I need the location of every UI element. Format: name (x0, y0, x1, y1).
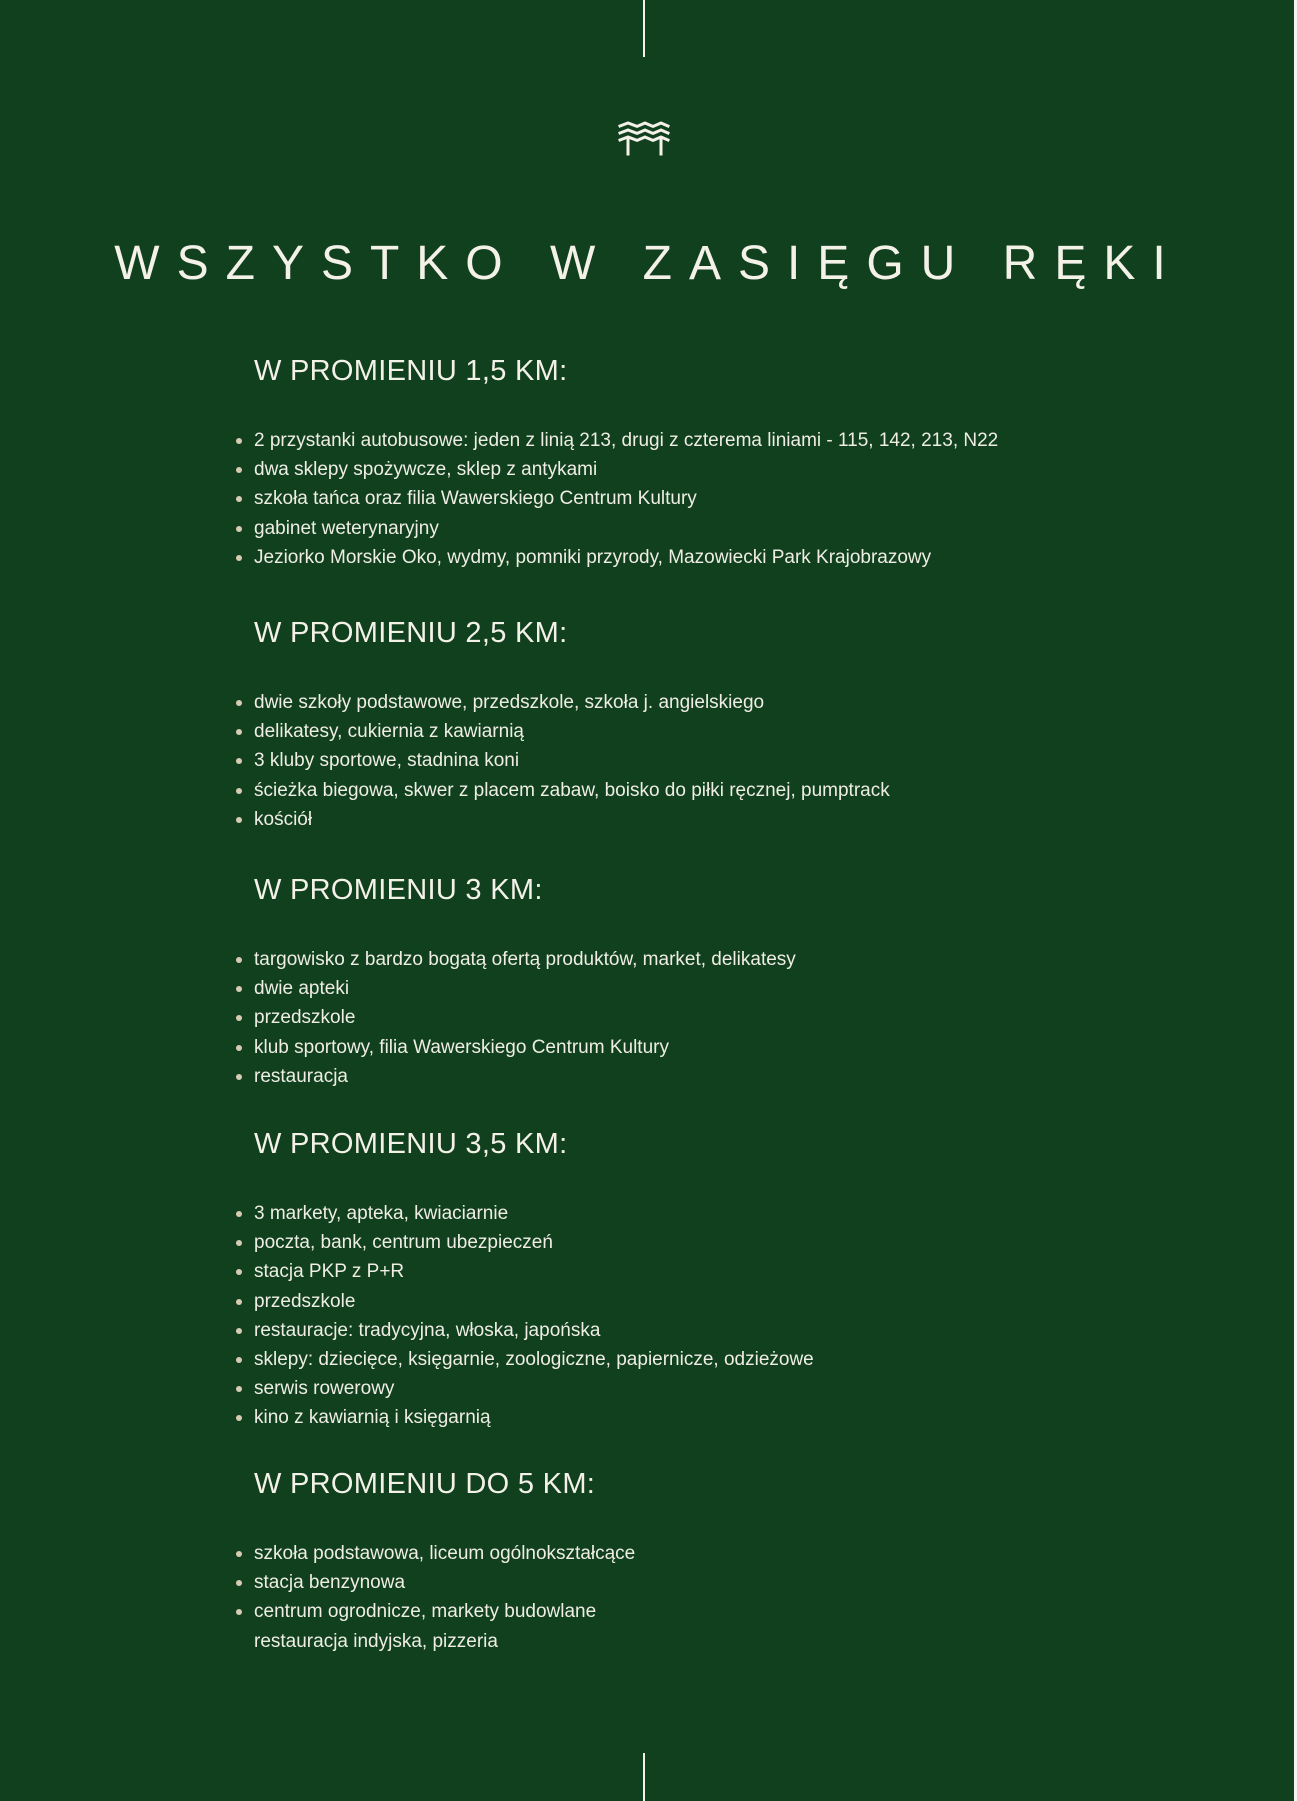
list-item: klub sportowy, filia Wawerskiego Centrum Kultury (232, 1033, 1132, 1062)
list-item: sklepy: dziecięce, księgarnie, zoologiczne, papiernicze, odzieżowe (232, 1345, 1132, 1374)
bullet-icon (236, 1580, 242, 1586)
section-heading: W PROMIENIU 1,5 KM: (254, 355, 568, 387)
bullet-icon (236, 1386, 242, 1392)
list-item: dwie szkoły podstawowe, przedszkole, szkoła j. angielskiego (232, 688, 1132, 717)
section-3-km (232, 871, 1132, 1091)
list-item: gabinet weterynaryjny (232, 514, 1132, 543)
list-item: szkoła podstawowa, liceum ogólnokształcące (232, 1539, 1132, 1568)
list-item: poczta, bank, centrum ubezpieczeń (232, 1228, 1132, 1257)
list-item: kino z kawiarnią i księgarnią (232, 1403, 1132, 1432)
page-title: WSZYSTKO W ZASIĘGU RĘKI (114, 237, 1183, 291)
bullet-icon (236, 1415, 242, 1421)
top-divider-line (643, 0, 645, 57)
bullet-icon (236, 1551, 242, 1557)
section-list (232, 688, 1132, 834)
bullet-icon (236, 1045, 242, 1051)
bullet-icon (236, 1074, 242, 1080)
list-item: 3 kluby sportowe, stadnina koni (232, 746, 1132, 775)
section-list (232, 1539, 1132, 1656)
section-heading: W PROMIENIU 2,5 KM: (254, 617, 568, 649)
section-heading: W PROMIENIU DO 5 KM: (254, 1468, 596, 1500)
section-3-5-km (232, 1125, 1132, 1433)
bullet-icon (236, 467, 242, 473)
list-item: restauracja (232, 1062, 1132, 1091)
section-heading: W PROMIENIU 3 KM: (254, 874, 543, 906)
bullet-icon (236, 957, 242, 963)
bullet-icon (236, 1269, 242, 1275)
section-1-5-km (232, 352, 1132, 572)
bullet-icon (236, 758, 242, 764)
bullet-icon (236, 1357, 242, 1363)
section-list (232, 426, 1132, 572)
bullet-icon (236, 555, 242, 561)
section-do-5-km (232, 1465, 1132, 1656)
list-item: targowisko z bardzo bogatą ofertą produktów, market, delikatesy (232, 945, 1132, 974)
bullet-icon (236, 817, 242, 823)
bullet-icon (236, 986, 242, 992)
bullet-icon (236, 1240, 242, 1246)
bullet-icon (236, 1211, 242, 1217)
list-item: restauracja indyjska, pizzeria (254, 1630, 498, 1652)
list-item: dwa sklepy spożywcze, sklep z antykami (232, 455, 1132, 484)
section-heading: W PROMIENIU 3,5 KM: (254, 1128, 568, 1160)
list-item: delikatesy, cukiernia z kawiarnią (232, 717, 1132, 746)
bullet-icon (236, 788, 242, 794)
bullet-icon (236, 1609, 242, 1615)
list-item: przedszkole (232, 1003, 1132, 1032)
list-item: restauracje: tradycyjna, włoska, japońska (232, 1316, 1132, 1345)
list-item: Jeziorko Morskie Oko, wydmy, pomniki przyrody, Mazowiecki Park Krajobrazowy (232, 543, 1132, 572)
bullet-icon (236, 1299, 242, 1305)
list-item: 2 przystanki autobusowe: jeden z linią 213, drugi z czterema liniami - 115, 142, 213, N22 (232, 426, 1132, 455)
bullet-icon (236, 700, 242, 706)
bullet-icon (236, 1328, 242, 1334)
wheat-logo-icon (618, 120, 670, 158)
bullet-icon (236, 729, 242, 735)
list-item: dwie apteki (232, 974, 1132, 1003)
bullet-icon (236, 438, 242, 444)
bottom-divider-line (643, 1753, 645, 1801)
list-item: ścieżka biegowa, skwer z placem zabaw, boisko do piłki ręcznej, pumptrack (232, 776, 1132, 805)
section-list (232, 945, 1132, 1091)
list-item: szkoła tańca oraz filia Wawerskiego Centrum Kultury (232, 484, 1132, 513)
list-item: serwis rowerowy (232, 1374, 1132, 1403)
section-list (232, 1199, 1132, 1433)
bullet-icon (236, 496, 242, 502)
list-item: centrum ogrodnicze, markety budowlane (232, 1597, 1132, 1626)
list-item: kościół (232, 805, 1132, 834)
list-item: stacja benzynowa (232, 1568, 1132, 1597)
list-item: 3 markety, apteka, kwiaciarnie (232, 1199, 1132, 1228)
bullet-icon (236, 526, 242, 532)
list-item: przedszkole (232, 1287, 1132, 1316)
list-item: stacja PKP z P+R (232, 1257, 1132, 1286)
bullet-icon (236, 1015, 242, 1021)
section-2-5-km (232, 614, 1132, 834)
